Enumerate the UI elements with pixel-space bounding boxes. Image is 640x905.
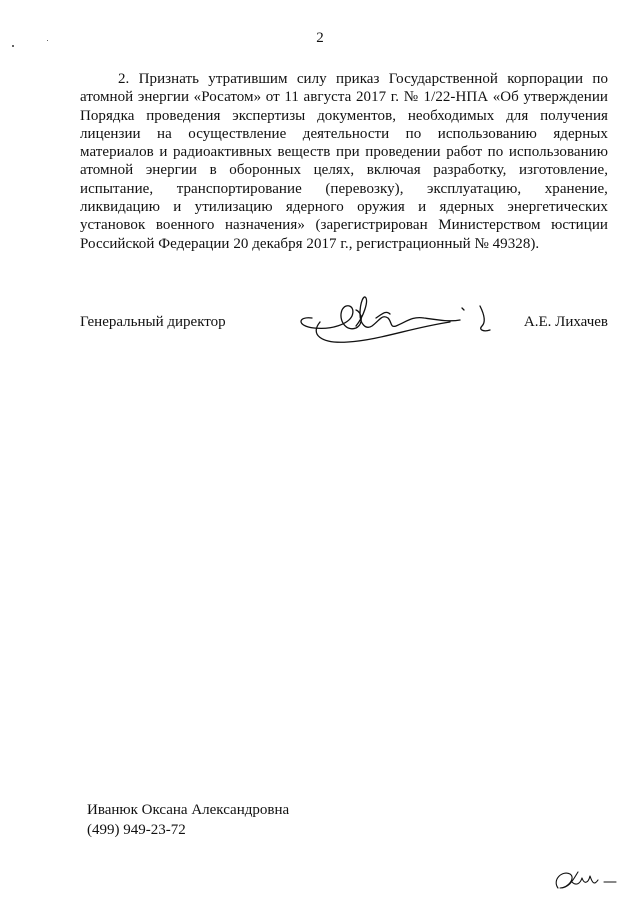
executor-block	[87, 800, 289, 840]
executor-phone: (499) 949-23-72	[87, 822, 186, 838]
signer-position: Генеральный директор	[80, 314, 226, 330]
handwritten-signature	[290, 288, 505, 350]
executor-name: Иванюк Оксана Александровна	[87, 802, 290, 818]
page-number: 2	[316, 30, 324, 46]
initials-mark	[548, 866, 620, 896]
signer-name: А.Е. Лихачев	[523, 314, 608, 330]
scan-speck	[12, 45, 14, 47]
body-paragraph: 2. Признать утратившим силу приказ Государственной корпорации по атомной энергии «Росатом» от 11 августа 2017 г. № 1/22-НПА «Об утверждении Порядка проведения экспертизы документов, необходимых для получения лицензии на осуществление деятельности по использованию ядерных материалов и радиоактивных веществ при проведении работ по использованию атомной энергии в оборонных целях, включая разработку, изготовление, испытание, транспортирование (перевозку), эксплуатацию, хранение, ликвидацию и утилизацию ядерного оружия и ядерных энергетических установок военного назначения» (зарегистрирован Министерством юстиции Российской Федерации 20 декабря 2017 г., регистрационный № 49328).	[80, 71, 608, 252]
scan-speck	[47, 40, 48, 41]
